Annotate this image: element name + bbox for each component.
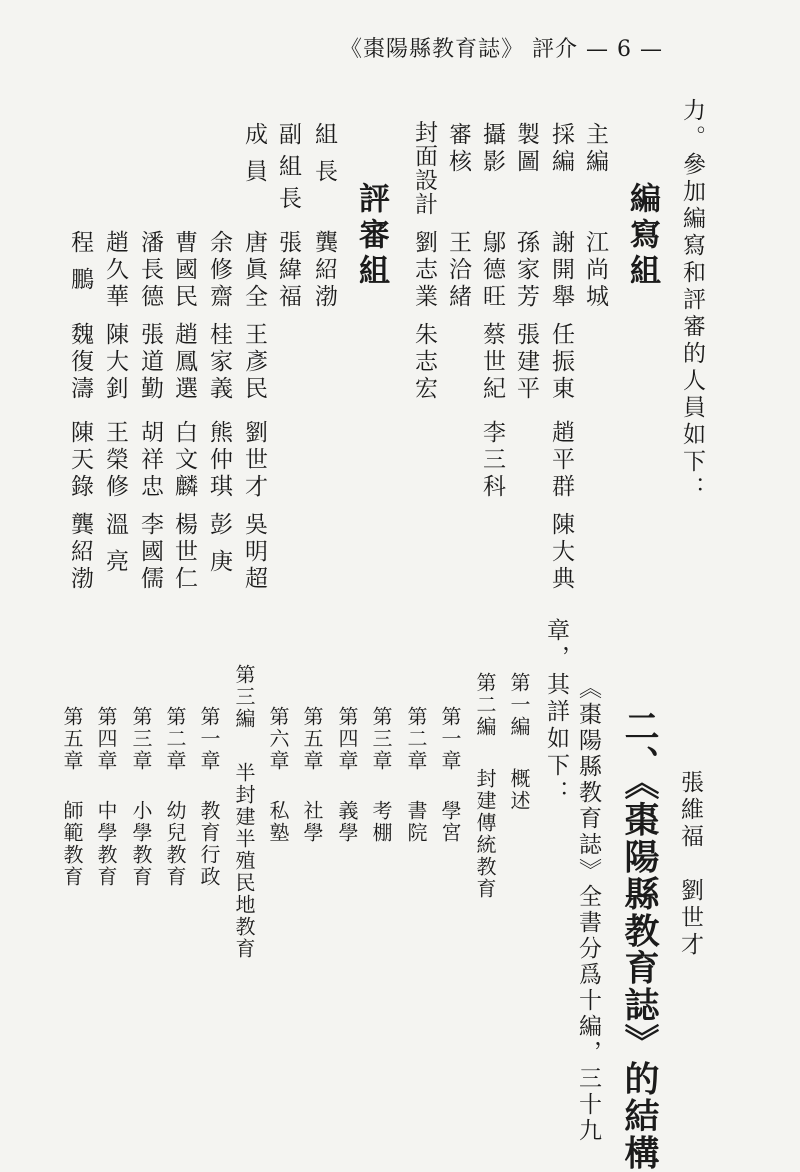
staff-name: 謝開舉 [548, 230, 574, 311]
running-header: 《棗陽縣教育誌》 評介 — 6 — [340, 37, 664, 62]
member-name: 唐眞全 [241, 230, 267, 311]
member-name: 胡祥忠 [137, 420, 163, 501]
member-name: 熊仲琪 [206, 420, 232, 501]
role-label: 組長 [311, 122, 337, 196]
staff-name: 張緯福 [275, 230, 301, 311]
staff-name: 任振東 [548, 322, 574, 403]
member-name: 溫亮 [102, 512, 128, 586]
member-name: 趙鳳選 [171, 322, 197, 403]
staff-name: 趙平群 [548, 420, 574, 501]
toc-title: 義學 [335, 800, 359, 844]
staff-name: 李三科 [479, 420, 505, 501]
role-label: 副組長 [275, 122, 301, 218]
member-name: 楊世仁 [171, 512, 197, 593]
role-label: 主編 [582, 122, 608, 176]
role-label: 製圖 [513, 122, 539, 176]
staff-name: 孫家芳 [513, 230, 539, 311]
toc-label: 第二章 [404, 706, 428, 772]
toc-title: 社學 [300, 800, 324, 844]
member-name: 王榮修 [102, 420, 128, 501]
member-name: 劉世才 [241, 420, 267, 501]
member-name: 王彥民 [241, 322, 267, 403]
role-label: 攝影 [479, 122, 505, 176]
staff-name: 劉志業 [411, 230, 437, 311]
member-name: 陳天錄 [67, 420, 93, 501]
role-label: 封面設計 [411, 120, 437, 216]
header-book-title: 《棗陽縣教育誌》 [340, 37, 525, 62]
toc-label: 第五章 [300, 706, 324, 772]
toc-title: 教育行政 [197, 800, 221, 888]
staff-name: 鄔德旺 [479, 230, 505, 311]
toc-title: 幼兒教育 [163, 800, 187, 888]
toc-label: 第五章 [60, 706, 84, 772]
toc-label: 第四章 [94, 706, 118, 772]
toc-title: 封建傳統教育 [473, 768, 497, 900]
toc-label: 第三章 [369, 706, 393, 772]
member-name: 潘長德 [137, 230, 163, 311]
header-section: 評介 [532, 37, 579, 62]
member-name: 白文麟 [171, 420, 197, 501]
toc-label: 第三編 [232, 664, 256, 730]
toc-title: 學宮 [438, 800, 462, 844]
role-label: 採編 [548, 122, 574, 176]
toc-label: 第三章 [129, 706, 153, 772]
member-name: 張道勤 [137, 322, 163, 403]
staff-name: 陳大典 [548, 512, 574, 593]
member-name: 曹國民 [171, 230, 197, 311]
toc-title: 師範教育 [60, 800, 84, 888]
role-label: 審核 [445, 122, 471, 176]
member-name: 魏復濤 [67, 322, 93, 403]
toc-label: 第六章 [266, 706, 290, 772]
toc-title: 半封建半殖民地教育 [232, 762, 256, 960]
toc-label: 第一編 [507, 672, 531, 738]
member-name: 彭庚 [206, 512, 232, 586]
toc-label: 第一章 [438, 706, 462, 772]
section-authors: 張維福 劉世才 [677, 770, 703, 959]
staff-name: 蔡世紀 [479, 322, 505, 403]
editing-group-title: 編寫組 [624, 182, 660, 290]
intro-text: 力。參加編寫和評審的人員如下： [679, 98, 705, 503]
member-name: 桂家義 [206, 322, 232, 403]
member-name: 龔紹渤 [67, 512, 93, 593]
toc-label: 第四章 [335, 706, 359, 772]
staff-name: 朱志宏 [411, 322, 437, 403]
toc-label: 第二章 [163, 706, 187, 772]
member-name: 李國儒 [137, 512, 163, 593]
toc-title: 概述 [507, 768, 531, 812]
role-label: 成員 [241, 122, 267, 196]
page-number: 6 [617, 37, 633, 62]
review-group-title: 評審組 [353, 182, 389, 290]
toc-title: 中學教育 [94, 800, 118, 888]
member-name: 吳明超 [241, 512, 267, 593]
toc-title: 私塾 [266, 800, 290, 844]
paragraph: 《棗陽縣教育誌》全書分爲十編，三十九 [575, 676, 601, 1144]
toc-title: 小學教育 [129, 800, 153, 888]
staff-name: 張建平 [513, 322, 539, 403]
toc-title: 考棚 [369, 800, 393, 844]
section-heading: 二、《棗陽縣教育誌》的結構 [619, 708, 660, 1172]
staff-name: 江尚城 [582, 230, 608, 311]
staff-name: 王洽緒 [445, 230, 471, 311]
member-name: 余修齋 [206, 230, 232, 311]
toc-label: 第二編 [473, 672, 497, 738]
toc-label: 第一章 [197, 706, 221, 772]
toc-title: 書院 [404, 800, 428, 844]
member-name: 陳大釗 [102, 322, 128, 403]
paragraph: 章，其詳如下： [543, 618, 569, 807]
member-name: 程鵬 [67, 230, 93, 304]
member-name: 趙久華 [102, 230, 128, 311]
staff-name: 龔紹渤 [311, 230, 337, 311]
